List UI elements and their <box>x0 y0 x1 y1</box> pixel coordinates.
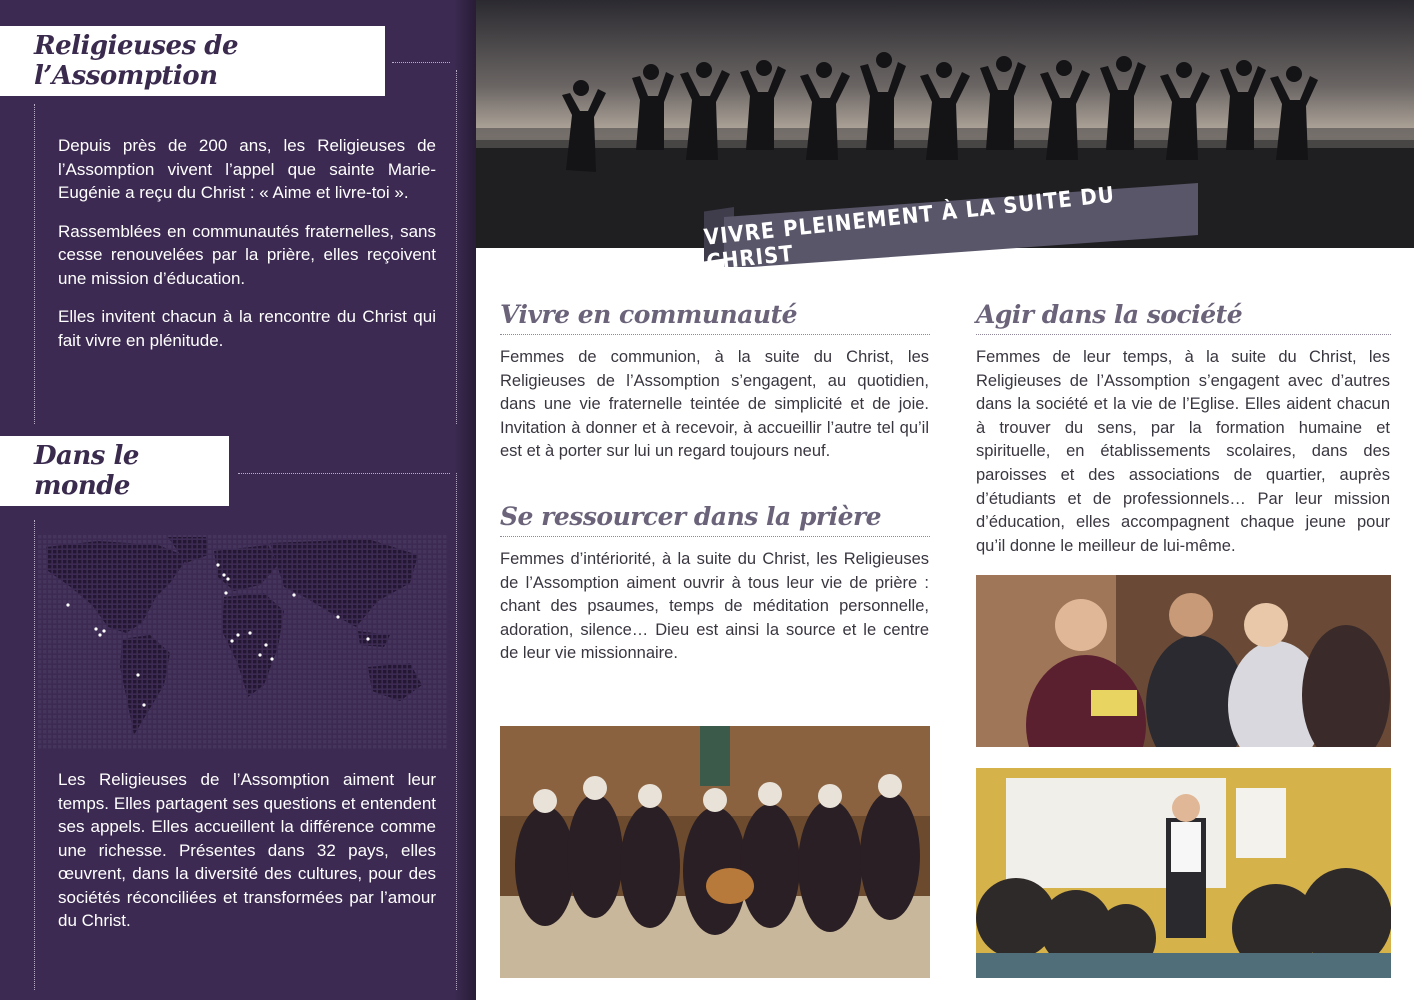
paragraph: Rassemblées en communautés fraternelles, sans cesse renouvelées par la prière, elles reçoivent une mission d’éducation. <box>58 221 436 288</box>
paragraph-priere: Femmes d’intériorité, à la suite du Christ, les Religieuses de l’Assomption aiment ouvrir à tous leur vie de prière : chant des psaumes, temps de méditation personnelle, adoration, silence… Dieu est ainsi la source et le centre de leur vie missionnaire. <box>500 550 929 663</box>
photo-sister-with-youth <box>976 575 1391 747</box>
heading-vivre-communaute: Vivre en communauté <box>500 300 798 329</box>
paragraph-societe: Femmes de leur temps, à la suite du Christ, les Religieuses de l’Assomption s’engagent avec d’autres dans la société et la vie de l’Eglise. Elles aident chacun à trouver du sens, par la formation humaine et spirituelle, en établissements scolaires, dans des paroisses et des associations de quartier, auprès d’étudiants et de professionnels… Par leur mission d’éducation, elles accompagnent chaque jeune pour qu’il donne le meilleur de lui-même. <box>976 348 1390 555</box>
heading-priere: Se ressourcer dans la prière <box>500 502 882 531</box>
section-title-monde: Dans le monde <box>0 436 229 506</box>
paragraph: Depuis près de 200 ans, les Religieuses de l’Assomption vivent l’appel que sainte Marie-Eugénie a reçu du Christ : « Aime et livre-toi ». <box>58 136 436 202</box>
paragraph: Elles invitent chacun à la rencontre du Christ qui fait vivre en plénitude. <box>58 307 436 350</box>
banner-title: VIVRE PLEINEMENT À LA SUITE DU CHRIST <box>702 182 1117 276</box>
divider <box>976 334 1391 335</box>
divider <box>392 62 450 63</box>
title-ribbon <box>702 182 1198 276</box>
divider <box>500 334 930 335</box>
divider <box>456 70 457 424</box>
divider <box>34 520 35 990</box>
world-text: Les Religieuses de l’Assomption aiment leur temps. Elles partagent ses questions et entendent ses appels. Elles accueillent la différence comme une richesse. Présentes dans 32 pays, elles œuvrent, dans la diversité des cultures, pour des sociétés réconciliées et transformées par l’amour du Christ. <box>58 770 436 930</box>
divider <box>500 536 930 537</box>
photo-prayer-sisters <box>500 726 930 978</box>
section-title-religieuses: Religieuses de l’Assomption <box>0 26 385 96</box>
left-panel <box>0 0 476 1000</box>
heading-agir-societe: Agir dans la société <box>976 300 1243 329</box>
paragraph-communaute: Femmes de communion, à la suite du Christ, les Religieuses de l’Assomption s’engagent, au quotidien, dans une vie fraternelle teintée de simplicité et de joie. Invitation à donner et à recevoir, à accueillir l’autre tel qu’il est et à porter sur lui un regard toujours neuf. <box>500 348 929 461</box>
intro-text <box>58 134 436 367</box>
divider <box>238 473 450 474</box>
divider <box>456 473 457 990</box>
photo-classroom <box>976 768 1391 978</box>
world-map-icon <box>38 535 448 750</box>
divider <box>34 104 35 424</box>
